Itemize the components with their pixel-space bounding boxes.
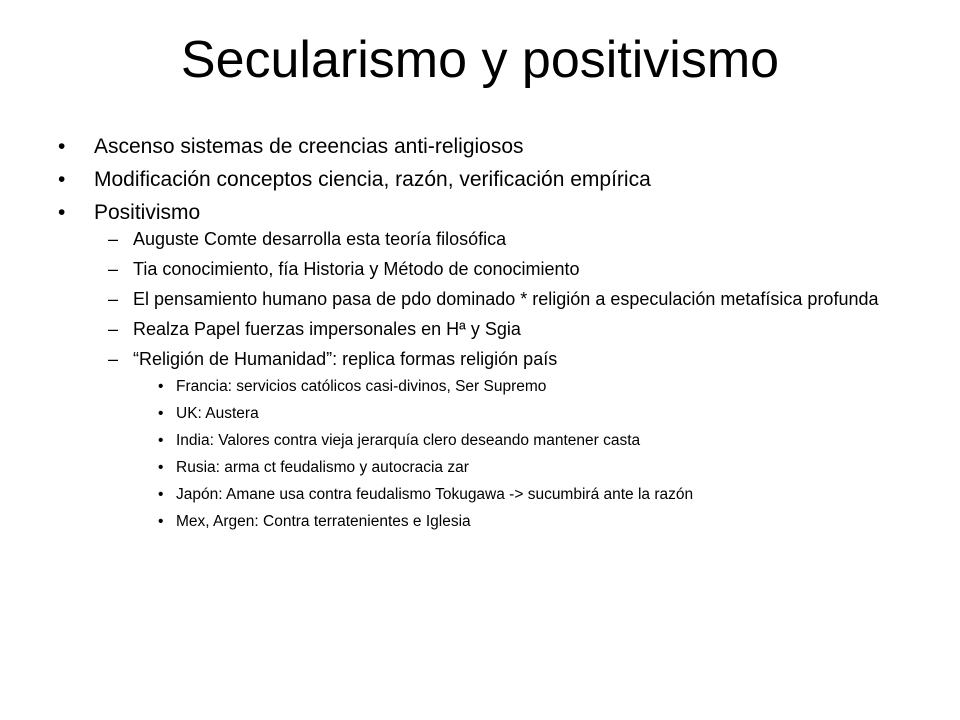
sub-sub-list-item [58,432,918,450]
sub-list-item [58,230,918,249]
bullet-marker: • [158,432,164,449]
sub-sub-list-item [58,486,918,504]
sub-sub-list-item-text: Mex, Argen: Contra terratenientes e Iglesia [176,513,471,530]
sub-sub-list-item [58,459,918,477]
sub-sub-list-item-text: India: Valores contra vieja jerarquía clero deseando mantener casta [176,432,641,449]
list-item-text: Positivismo [94,201,201,224]
bullet-marker: • [58,168,66,191]
dash-marker: – [108,259,119,279]
sub-list-item-text: Realza Papel fuerzas impersonales en Hª y Sgia [133,319,521,339]
sub-list-item [58,350,918,531]
sub-list-item [58,320,918,339]
sub-list-item [58,290,918,309]
dash-marker: – [108,289,119,309]
sub-sub-list-item-text: Francia: servicios católicos casi-divinos, Ser Supremo [176,378,547,395]
slide-body [58,134,918,542]
dash-marker: – [108,319,119,339]
sub-sub-list [58,378,918,531]
sub-list-item-text: “Religión de Humanidad”: replica formas religión país [133,349,558,369]
bullet-marker: • [58,201,66,224]
dash-marker: – [108,229,119,249]
sub-list-item [58,260,918,279]
sub-list-item-text: El pensamiento humano pasa de pdo dominado * religión a especulación metafísica profunda [133,289,879,309]
list-item-text: Ascenso sistemas de creencias anti-religiosos [94,135,524,158]
bullet-marker: • [158,378,164,395]
sub-sub-list-item [58,405,918,423]
dash-marker: – [108,349,119,369]
sub-list-item-text: Auguste Comte desarrolla esta teoría filosófica [133,229,507,249]
sub-list [58,230,918,531]
slide-title: Secularismo y positivismo [180,31,780,89]
bullet-marker: • [58,135,66,158]
bullet-marker: • [158,459,164,476]
bullet-marker: • [158,513,164,530]
list-item [58,134,918,160]
sub-list-item-text: Tia conocimiento, fía Historia y Método de conocimiento [133,259,580,279]
sub-sub-list-item-text: Japón: Amane usa contra feudalismo Tokugawa -> sucumbirá ante la razón [176,486,694,503]
sub-sub-list-item [58,513,918,531]
list-item [58,200,918,531]
list-item [58,167,918,193]
sub-sub-list-item [58,378,918,396]
bullet-list [58,134,918,531]
bullet-marker: • [158,486,164,503]
bullet-marker: • [158,405,164,422]
sub-sub-list-item-text: UK: Austera [176,405,259,422]
sub-sub-list-item-text: Rusia: arma ct feudalismo y autocracia zar [176,459,469,476]
list-item-text: Modificación conceptos ciencia, razón, verificación empírica [94,168,651,191]
